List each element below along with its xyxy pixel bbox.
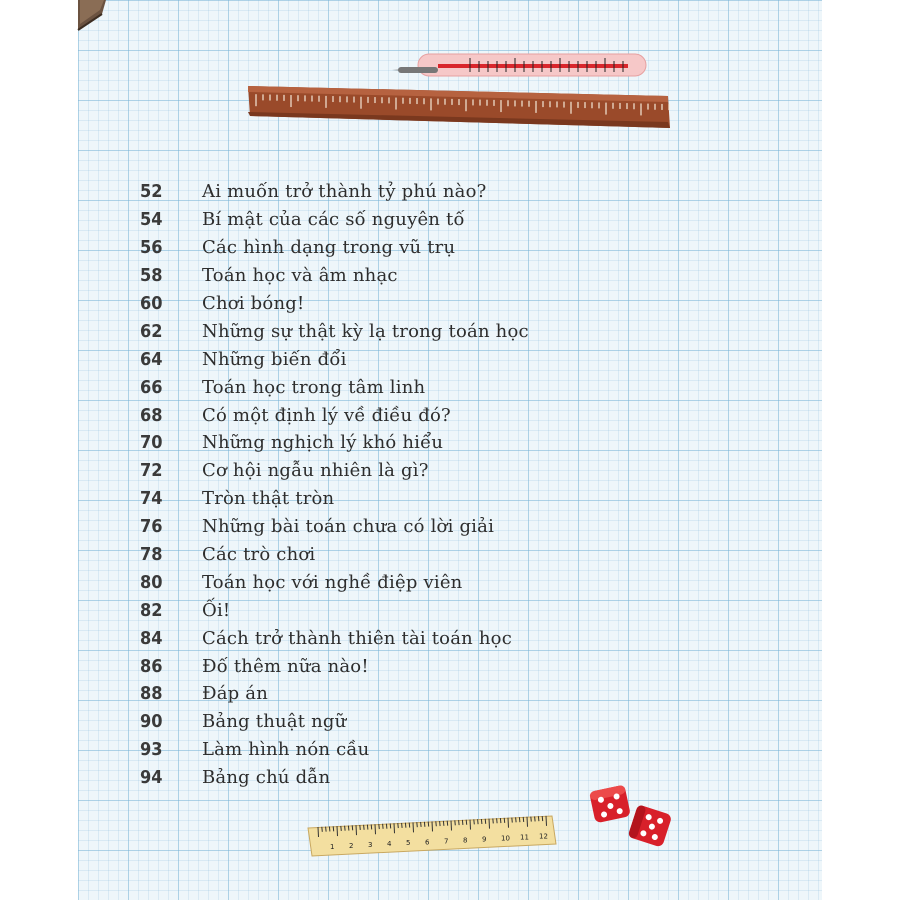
toc-page-number: 80 bbox=[140, 571, 163, 593]
toc-entry bbox=[140, 234, 529, 262]
toc-entry bbox=[140, 206, 529, 234]
ruler-number: 7 bbox=[444, 837, 449, 846]
book-corner-icon bbox=[78, 0, 110, 30]
toc-entry bbox=[140, 373, 529, 401]
toc-page-number: 84 bbox=[140, 627, 163, 649]
table-of-contents bbox=[140, 178, 529, 792]
toc-title: Đố thêm nữa nào! bbox=[202, 655, 369, 677]
toc-page-number: 52 bbox=[140, 181, 163, 203]
toc-title: Cơ hội ngẫu nhiên là gì? bbox=[202, 460, 429, 482]
toc-page-number: 86 bbox=[140, 655, 163, 677]
toc-title: Tròn thật tròn bbox=[202, 488, 335, 510]
toc-entry bbox=[140, 401, 529, 429]
toc-title: Có một định lý về điều đó? bbox=[202, 404, 451, 426]
toc-page-number: 82 bbox=[140, 599, 163, 621]
toc-page-number: 90 bbox=[140, 711, 163, 733]
toc-title: Các hình dạng trong vũ trụ bbox=[202, 237, 456, 259]
toc-title: Toán học với nghề điệp viên bbox=[202, 571, 463, 593]
toc-page-number: 74 bbox=[140, 488, 163, 510]
toc-page-number: 62 bbox=[140, 320, 163, 342]
toc-title: Làm hình nón cầu bbox=[202, 739, 370, 761]
toc-entry bbox=[140, 764, 529, 792]
toc-entry bbox=[140, 429, 529, 457]
toc-title: Cách trở thành thiên tài toán học bbox=[202, 627, 512, 649]
toc-title: Bảng thuật ngữ bbox=[202, 711, 347, 733]
toc-entry bbox=[140, 262, 529, 290]
ruler-number: 1 bbox=[330, 842, 335, 851]
toc-title: Những sự thật kỳ lạ trong toán học bbox=[202, 320, 529, 342]
toc-page-number: 70 bbox=[140, 432, 163, 454]
toc-page-number: 76 bbox=[140, 516, 163, 538]
ruler-icon bbox=[308, 814, 558, 860]
toc-title: Toán học và âm nhạc bbox=[202, 265, 398, 287]
toc-title: Những nghịch lý khó hiểu bbox=[202, 432, 444, 454]
toc-page-number: 54 bbox=[140, 209, 163, 231]
toc-entry bbox=[140, 736, 529, 764]
toc-title: Ối! bbox=[202, 599, 231, 621]
toc-page-number: 58 bbox=[140, 265, 163, 287]
slide-rule-icon bbox=[248, 82, 672, 130]
toc-page-number: 68 bbox=[140, 404, 163, 426]
toc-entry bbox=[140, 568, 529, 596]
toc-entry bbox=[140, 178, 529, 206]
toc-entry bbox=[140, 624, 529, 652]
ruler-number: 4 bbox=[387, 840, 392, 849]
toc-entry bbox=[140, 541, 529, 569]
ruler-number: 12 bbox=[539, 832, 548, 841]
toc-entry bbox=[140, 513, 529, 541]
ruler-number: 5 bbox=[406, 839, 411, 848]
toc-page-number: 60 bbox=[140, 293, 163, 314]
ruler-number: 6 bbox=[425, 838, 430, 847]
ruler-number: 8 bbox=[463, 836, 468, 845]
ruler-number: 10 bbox=[501, 834, 510, 843]
dice-icon bbox=[588, 784, 674, 850]
toc-entry bbox=[140, 652, 529, 680]
toc-title: Chơi bóng! bbox=[202, 293, 305, 314]
toc-title: Toán học trong tâm linh bbox=[202, 376, 426, 398]
toc-title: Đáp án bbox=[202, 683, 269, 705]
ruler-number: 11 bbox=[520, 833, 529, 842]
toc-title: Các trò chơi bbox=[202, 544, 316, 566]
toc-entry bbox=[140, 290, 529, 318]
toc-title: Bí mật của các số nguyên tố bbox=[202, 209, 465, 231]
toc-page-number: 72 bbox=[140, 460, 163, 482]
toc-title: Ai muốn trở thành tỷ phú nào? bbox=[202, 181, 487, 203]
toc-page-number: 88 bbox=[140, 683, 163, 705]
toc-page-number: 93 bbox=[140, 739, 163, 761]
toc-entry bbox=[140, 596, 529, 624]
toc-title: Những biến đổi bbox=[202, 348, 347, 370]
toc-page-number: 94 bbox=[140, 767, 163, 789]
ruler-number: 3 bbox=[368, 841, 373, 850]
toc-entry bbox=[140, 485, 529, 513]
toc-title: Những bài toán chưa có lời giải bbox=[202, 516, 495, 538]
ruler-number: 2 bbox=[349, 841, 354, 850]
toc-entry bbox=[140, 457, 529, 485]
ruler-number: 9 bbox=[482, 835, 487, 844]
thermometer-icon bbox=[390, 50, 650, 80]
toc-page-number: 56 bbox=[140, 237, 163, 259]
toc-page-number: 64 bbox=[140, 348, 163, 370]
toc-entry bbox=[140, 317, 529, 345]
toc-entry bbox=[140, 345, 529, 373]
toc-page-number: 66 bbox=[140, 376, 163, 398]
toc-title: Bảng chú dẫn bbox=[202, 767, 331, 789]
toc-entry bbox=[140, 680, 529, 708]
toc-page-number: 78 bbox=[140, 544, 163, 566]
toc-entry bbox=[140, 708, 529, 736]
